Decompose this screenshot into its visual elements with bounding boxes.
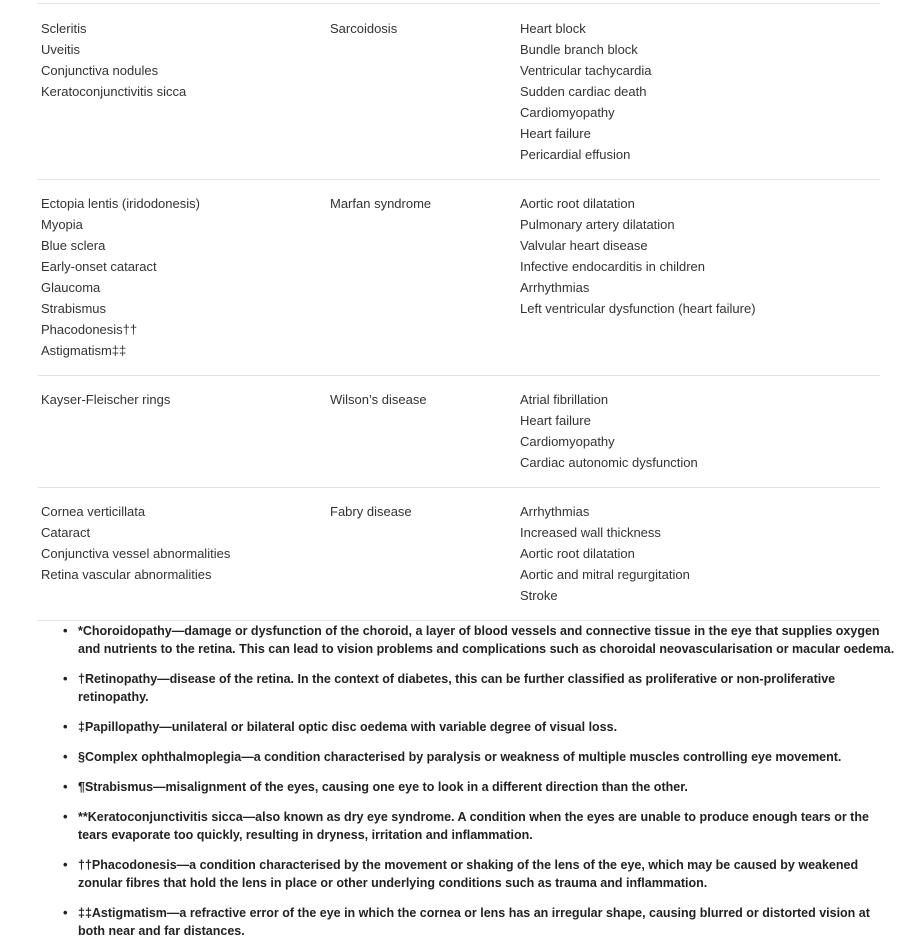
disease-name: Marfan syndrome xyxy=(330,196,432,211)
eye-finding: Blue sclera xyxy=(41,238,106,253)
disease-cell xyxy=(327,501,517,606)
eye-finding: Myopia xyxy=(41,217,83,232)
table-row xyxy=(38,3,880,179)
cardiac-finding: Aortic and mitral regurgitation xyxy=(520,567,690,582)
eye-findings-cell xyxy=(38,18,327,165)
eye-findings-cell xyxy=(38,193,327,361)
cardiac-finding: Heart block xyxy=(520,21,586,36)
footnote-item: • *Choroidopathy—damage or dysfunction of the choroid, a layer of blood vessels and connective tissue in the eye that supplies oxygen and nutrients to the retina. This can lead to vision problems and complications such as choroidal neovascularisation or macular oedema. xyxy=(78,622,898,658)
eye-finding: Scleritis xyxy=(41,21,87,36)
disease-cell xyxy=(327,193,517,361)
footnote-item: • †Retinopathy—disease of the retina. In the context of diabetes, this can be further classified as proliferative or non-proliferative retinopathy. xyxy=(78,670,898,706)
eye-cardiac-table xyxy=(38,3,880,621)
cardiac-finding: Left ventricular dysfunction (heart failure) xyxy=(520,301,756,316)
disease-name: Wilson’s disease xyxy=(330,392,427,407)
eye-findings-cell xyxy=(38,389,327,473)
eye-finding: Early-onset cataract xyxy=(41,259,157,274)
disease-name: Fabry disease xyxy=(330,504,412,519)
cardiac-finding: Aortic root dilatation xyxy=(520,546,635,561)
disease-cell xyxy=(327,389,517,473)
eye-finding: Glaucoma xyxy=(41,280,101,295)
cardiac-finding: Sudden cardiac death xyxy=(520,84,647,99)
table-row xyxy=(38,487,880,621)
eye-finding: Cataract xyxy=(41,525,91,540)
disease-cell xyxy=(327,18,517,165)
cardiac-finding: Bundle branch block xyxy=(520,42,638,57)
footnote-item: • ¶Strabismus—misalignment of the eyes, causing one eye to look in a different direction than the other. xyxy=(78,778,898,796)
cardiac-finding: Cardiomyopathy xyxy=(520,105,615,120)
eye-finding: Phacodonesis†† xyxy=(41,322,138,337)
cardiac-finding: Cardiac autonomic dysfunction xyxy=(520,455,698,470)
cardiac-findings-cell xyxy=(517,501,880,606)
cardiac-findings-cell xyxy=(517,18,880,165)
eye-finding: Cornea verticillata xyxy=(41,504,146,519)
eye-finding: Conjunctiva nodules xyxy=(41,63,159,78)
cardiac-findings-cell xyxy=(517,193,880,361)
cardiac-finding: Cardiomyopathy xyxy=(520,434,615,449)
footnote-item: • §Complex ophthalmoplegia—a condition characterised by paralysis or weakness of multiple muscles controlling eye movement. xyxy=(78,748,898,766)
cardiac-finding: Atrial fibrillation xyxy=(520,392,609,407)
footnote-item: • ††Phacodonesis—a condition characterised by the movement or shaking of the lens of the eye, which may be caused by weakened zonular fibres that hold the lens in place or other underlying conditions such as trauma and inflammation. xyxy=(78,856,898,892)
eye-finding: Keratoconjunctivitis sicca xyxy=(41,84,187,99)
cardiac-finding: Arrhythmias xyxy=(520,504,590,519)
cardiac-finding: Heart failure xyxy=(520,126,591,141)
footnotes-list xyxy=(62,622,898,952)
eye-finding: Astigmatism‡‡ xyxy=(41,343,127,358)
footnote-item: • **Keratoconjunctivitis sicca—also known as dry eye syndrome. A condition when the eyes are unable to produce enough tears or the tears evaporate too quickly, resulting in dryness, irritation and inflammation. xyxy=(78,808,898,844)
cardiac-finding: Pericardial effusion xyxy=(520,147,631,162)
footnote-item: • ‡‡Astigmatism—a refractive error of the eye in which the cornea or lens has an irregular shape, causing blurred or distorted vision at both near and far distances. xyxy=(78,904,898,940)
cardiac-finding: Heart failure xyxy=(520,413,591,428)
eye-finding: Conjunctiva vessel abnormalities xyxy=(41,546,231,561)
cardiac-finding: Increased wall thickness xyxy=(520,525,661,540)
cardiac-finding: Infective endocarditis in children xyxy=(520,259,705,274)
table-row xyxy=(38,375,880,487)
eye-finding: Kayser-Fleischer rings xyxy=(41,392,171,407)
eye-finding: Ectopia lentis (iridodonesis) xyxy=(41,196,200,211)
disease-name: Sarcoidosis xyxy=(330,21,398,36)
cardiac-finding: Stroke xyxy=(520,588,558,603)
eye-finding: Retina vascular abnormalities xyxy=(41,567,212,582)
table-row xyxy=(38,179,880,375)
eye-findings-cell xyxy=(38,501,327,606)
cardiac-finding: Ventricular tachycardia xyxy=(520,63,652,78)
cardiac-finding: Valvular heart disease xyxy=(520,238,648,253)
cardiac-finding: Aortic root dilatation xyxy=(520,196,635,211)
eye-finding: Uveitis xyxy=(41,42,81,57)
footnote-item: • ‡Papillopathy—unilateral or bilateral optic disc oedema with variable degree of visual loss. xyxy=(78,718,898,736)
cardiac-finding: Arrhythmias xyxy=(520,280,590,295)
cardiac-finding: Pulmonary artery dilatation xyxy=(520,217,675,232)
cardiac-findings-cell xyxy=(517,389,880,473)
eye-finding: Strabismus xyxy=(41,301,107,316)
